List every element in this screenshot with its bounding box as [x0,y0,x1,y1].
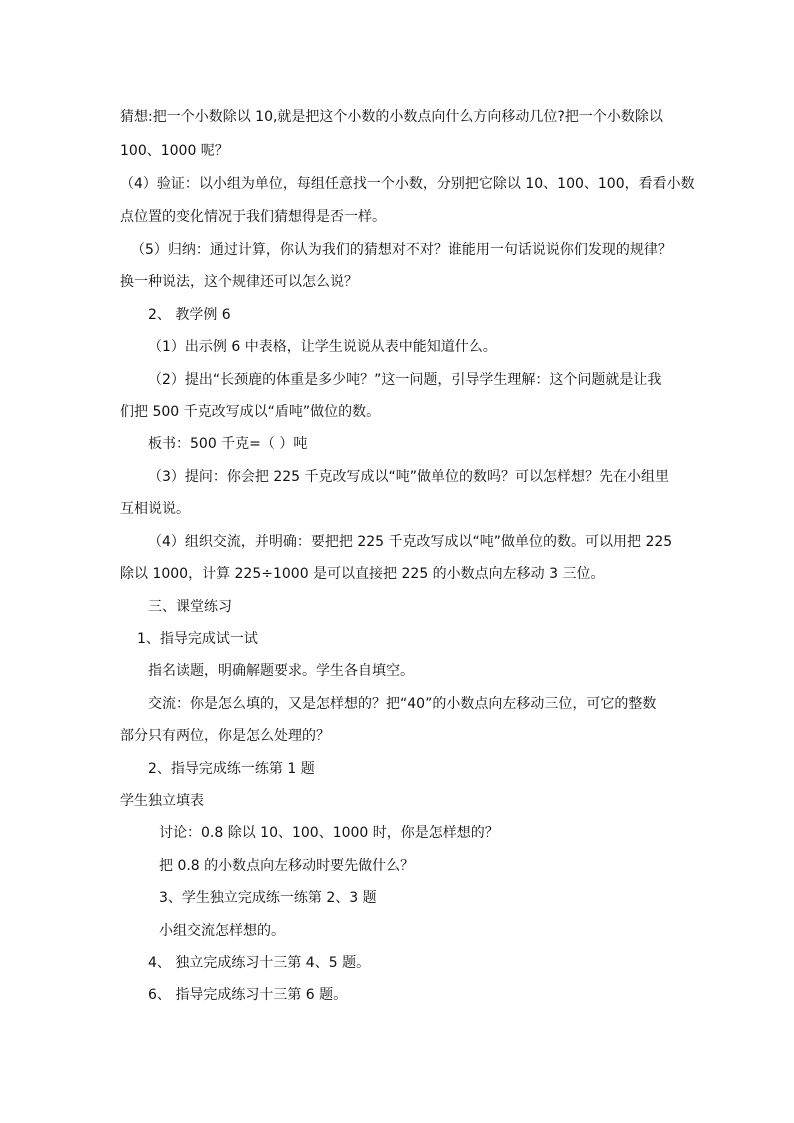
text-line: 学生独立填表 [120,793,204,809]
text-line: （5）归纳：通过计算，你认为我们的猜想对不对？谁能用一句话说说你们发现的规律？ [131,242,672,258]
text-line: （4）组织交流，并明确：要把把 225 千克改写成以“吨”做单位的数。可以用把 225 [148,534,673,550]
text-line: 部分只有两位，你是怎么处理的？ [120,728,330,744]
text-line: 100、1000 呢？ [120,143,229,159]
text-line: 小组交流怎样想的。 [159,923,285,939]
text-line: 点位置的变化情况于我们猜想得是否一样。 [120,209,386,225]
text-line: （3）提问：你会把 225 千克改写成以“吨”做单位的数吗？可以怎样想？先在小组里 [148,469,670,485]
section-heading: 2、 教学例 6 [148,307,231,323]
section-heading: 2、指导完成练一练第 1 题 [148,761,315,777]
section-heading: 4、 独立完成练习十三第 4、5 题。 [148,955,371,971]
text-line: （4）验证：以小组为单位，每组任意找一个小数，分别把它除以 10、100、100，看看小数 [120,176,695,192]
section-heading: 1、指导完成试一试 [137,631,258,647]
section-heading: 6、 指导完成练习十三第 6 题。 [148,987,348,1003]
text-line: 换一种说法，这个规律还可以怎么说？ [120,274,358,290]
text-line: （1）出示例 6 中表格，让学生说说从表中能知道什么。 [148,339,497,355]
section-heading: 三、课堂练习 [148,599,232,615]
text-line: 们把 500 千克改写成以“盾吨”做位的数。 [120,404,381,420]
text-line: 把 0.8 的小数点向左移动时要先做什么？ [159,858,415,874]
text-line: 除以 1000，计算 225÷1000 是可以直接把 225 的小数点向左移动 3 三位。 [120,566,605,582]
section-heading: 3、学生独立完成练一练第 2、3 题 [159,890,377,906]
text-line: 板书：500 千克=（ ）吨 [148,436,308,452]
text-line: 讨论：0.8 除以 10、100、1000 时，你是怎样想的？ [159,825,499,841]
text-line: 互相说说。 [120,501,190,517]
text-line: 指名读题，明确解题要求。学生各自填空。 [148,663,414,679]
text-line: 猜想:把一个小数除以 10,就是把这个小数的小数点向什么方向移动几位?把一个小数除以 [120,109,663,125]
text-line: （2）提出“长颈鹿的体重是多少吨？”这一问题，引导学生理解：这个问题就是让我 [148,372,662,388]
text-line: 交流：你是怎么填的，又是怎样想的？把“40”的小数点向左移动三位，可它的整数 [148,696,657,712]
